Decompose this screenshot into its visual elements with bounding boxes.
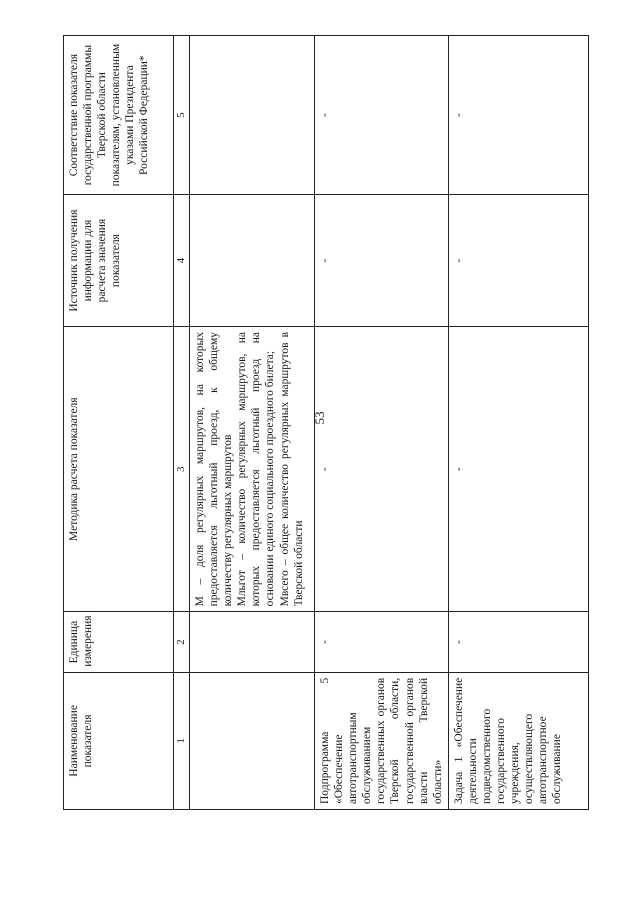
cell-source: - (315, 195, 448, 327)
cell-method: - (315, 326, 448, 611)
cell-unit: - (315, 612, 448, 672)
table-row (190, 36, 315, 810)
header-row (64, 36, 174, 810)
column-number: 2 (174, 612, 190, 672)
header-compliance: Соответствие показателя государственной программы Тверской области показателям, установленным указами Президента Российской Федерации* (64, 36, 174, 195)
cell-name: Подпрограмма 5 «Обеспечение автотранспортным обслуживанием государственных органов Тверской области, государственной органов власти Тверской области» (315, 672, 448, 809)
cell-compliance: - (315, 36, 448, 195)
column-number: 1 (174, 672, 190, 809)
cell-method (190, 326, 315, 611)
method-line: М – доля регулярных маршрутов, на которых предоставляется льготный проезд, к общему количеству регулярных маршрутов (194, 331, 235, 607)
header-indicator-name: Наименование показателя (64, 672, 174, 809)
cell-unit: - (448, 612, 588, 672)
cell-compliance (190, 36, 315, 195)
cell-name: Задача 1 «Обеспечение деятельности подведомственного государственного учреждения, осуществляющего автотранспортное обслуживание (448, 672, 588, 809)
header-method: Методика расчета показателя (64, 326, 174, 611)
method-line: Мвсего – общее количество регулярных маршрутов в Тверской области (278, 331, 305, 607)
header-source: Источник получения информации для расчета значения показателя (64, 195, 174, 327)
column-number: 5 (174, 36, 190, 195)
column-number: 4 (174, 195, 190, 327)
page-number: 53 (312, 411, 327, 425)
rotated-table-area (63, 35, 640, 804)
header-unit: Единица измерения (64, 612, 174, 672)
table-row (315, 36, 448, 810)
cell-name (190, 672, 315, 809)
column-number: 3 (174, 326, 190, 611)
cell-unit (190, 612, 315, 672)
cell-source: - (448, 195, 588, 327)
cell-compliance: - (448, 36, 588, 195)
indicators-table (63, 35, 589, 810)
cell-method: - (448, 326, 588, 611)
cell-source (190, 195, 315, 327)
column-number-row (174, 36, 190, 810)
table-row (448, 36, 588, 810)
method-line: Мльгот – количество регулярных маршрутов, на которых предоставляется льготный проезд на основании единого социального проездного билета; (236, 331, 277, 607)
